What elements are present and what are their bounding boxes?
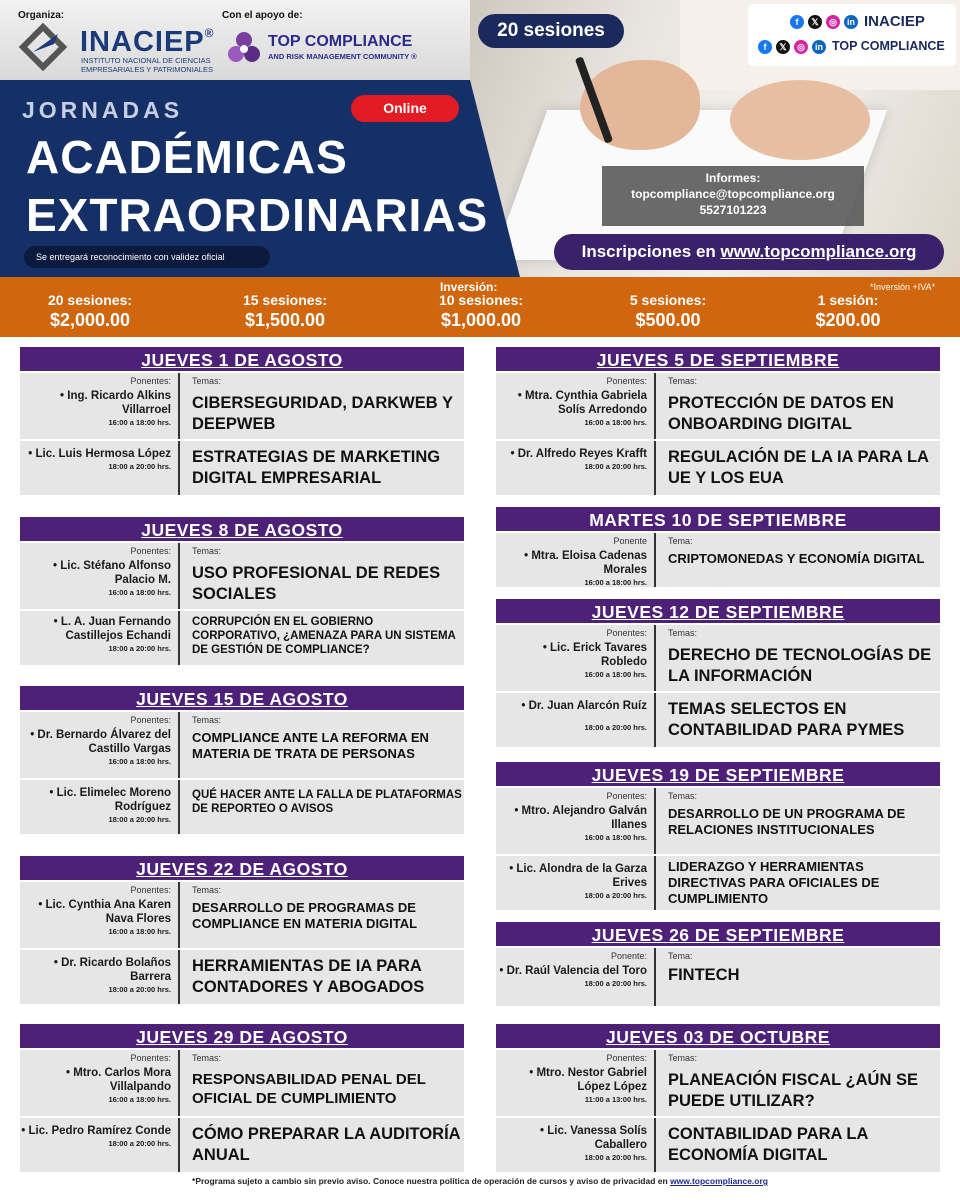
price-item: 15 sesiones: $1,500.00 [242,292,328,330]
speaker-name: • Lic. Elimelec Moreno Rodríguez [49,787,171,813]
footer-note: *Programa sujeto a cambio sin previo aviso. Conoce nuestra política de operación de cursos y aviso de privacidad en www.topcompliance.org [192,1176,768,1186]
price-item: 20 sesiones: $2,000.00 [47,292,133,330]
session-row: Ponentes: • Lic. Stéfano Alfonso Palacio M. 16:00 a 18:00 hrs. Temas: USO PROFESIONAL DE REDES SOCIALES [20,543,464,611]
session-time: 18:00 a 20:00 hrs. [108,462,171,471]
session-row [496,856,940,912]
session-topic: CRIPTOMONEDAS Y ECONOMÍA DIGITAL [668,551,925,566]
session-topic: CIBERSEGURIDAD, DARKWEB Y DEEPWEB [192,394,453,433]
session-date: JUEVES 19 DE SEPTIEMBRE [496,762,940,788]
inscripciones-banner: Inscripciones en www.topcompliance.org [554,234,944,270]
speaker-name: • Lic. Alondra de la Garza Erives [509,863,647,889]
speaker-name: • Mtro. Carlos Mora Villalpando [66,1067,171,1093]
session-topic: COMPLIANCE ANTE LA REFORMA EN MATERIA DE TRATA DE PERSONAS [192,730,429,761]
session-row: Ponentes: • Mtra. Cynthia Gabriela Solís Arredondo 16:00 a 18:00 hrs. Temas: PROTECCIÓN DE DATOS EN ONBOARDING DIGITAL [496,373,940,441]
session-row: Ponentes: • Mtro. Nestor Gabriel López López 11:00 a 13:00 hrs. Temas: PLANEACIÓN FISCAL ¿AÚN SE PUEDE UTILIZAR? [496,1050,940,1118]
session-time: 18:00 a 20:00 hrs. [584,1153,647,1162]
session-date: MARTES 10 DE SEPTIEMBRE [496,507,940,533]
session-row [20,441,464,497]
speaker-name: • Dr. Juan Alarcón Ruíz [521,700,647,712]
session-card-10-septiembre [496,507,940,589]
session-time: 18:00 a 20:00 hrs. [108,815,171,824]
social-box [748,4,956,66]
apoyo-label: Con el apoyo de: [222,10,303,21]
instagram-icon[interactable]: ◎ [794,40,808,54]
session-time: 18:00 a 20:00 hrs. [584,723,647,732]
facebook-icon[interactable]: f [790,15,804,29]
session-date: JUEVES 8 DE AGOSTO [20,517,464,543]
social-name-top-compliance: TOP COMPLIANCE [832,39,945,53]
jornadas-label: JORNADAS [22,97,184,123]
speaker-name: • Mtra. Eloisa Cadenas Morales [524,550,647,576]
speaker-name: • Lic. Pedro Ramírez Conde [21,1125,171,1137]
inaciep-name: INACIEP® [80,26,215,58]
session-time: 16:00 a 18:00 hrs. [584,670,647,679]
speaker-name: • Mtro. Alejandro Galván Illanes [514,805,647,831]
session-topic: RESPONSABILIDAD PENAL DEL OFICIAL DE CUMPLIMIENTO [192,1071,426,1107]
instagram-icon[interactable]: ◎ [826,15,840,29]
session-time: 16:00 a 18:00 hrs. [584,578,647,587]
session-row: Ponentes: • Lic. Erick Tavares Robledo 16:00 a 18:00 hrs. Temas: DERECHO DE TECNOLOGÍAS DE LA INFORMACIÓN [496,625,940,693]
session-date: JUEVES 26 DE SEPTIEMBRE [496,922,940,948]
header-banner [0,0,960,277]
inaciep-subtitle: INSTITUTO NACIONAL DE CIENCIAS EMPRESARIALES Y PATRIMONIALES [81,56,213,74]
session-date: JUEVES 5 DE SEPTIEMBRE [496,347,940,373]
session-date: JUEVES 22 DE AGOSTO [20,856,464,882]
session-time: 16:00 a 18:00 hrs. [108,588,171,597]
session-topic: DESARROLLO DE UN PROGRAMA DE RELACIONES INSTITUCIONALES [668,806,906,837]
price-item: 10 sesiones: $1,000.00 [438,292,524,330]
session-card-22-agosto [20,856,464,1006]
x-icon[interactable]: 𝕏 [776,40,790,54]
facebook-icon[interactable]: f [758,40,772,54]
session-row: Ponentes: • Ing. Ricardo Alkins Villarroel 16:00 a 18:00 hrs. Temas: CIBERSEGURIDAD, DARKWEB Y DEEPWEB [20,373,464,441]
session-card-15-agosto [20,686,464,836]
price-item: 5 sesiones: $500.00 [629,292,707,330]
informes-label: Informes: [705,171,761,185]
speaker-name: • Lic. Vanessa Solís Caballero [540,1125,647,1151]
session-date: JUEVES 1 DE AGOSTO [20,347,464,373]
top-compliance-subtitle: AND RISK MANAGEMENT COMMUNITY ® [268,52,417,61]
session-card-1-agosto [20,347,464,497]
speaker-name: • Dr. Alfredo Reyes Krafft [510,448,647,460]
speaker-name: • Lic. Luis Hermosa López [28,448,171,460]
session-topic: FINTECH [668,966,740,984]
session-time: 16:00 a 18:00 hrs. [108,757,171,766]
online-badge: Online [351,95,459,122]
social-name-inaciep: INACIEP [864,13,925,30]
organizers-box [0,0,470,80]
speaker-name: • Mtra. Cynthia Gabriela Solís Arredondo [517,390,647,416]
title-line-2: EXTRAORDINARIAS [26,189,489,241]
x-icon[interactable]: 𝕏 [808,15,822,29]
session-time: 18:00 a 20:00 hrs. [108,644,171,653]
session-row [20,611,464,667]
speaker-name: • Lic. Erick Tavares Robledo [542,642,647,668]
organiza-label: Organiza: [18,10,65,21]
session-card-26-septiembre [496,922,940,1008]
speaker-name: • L. A. Juan Fernando Castillejos Echandi [53,616,171,642]
session-row [496,693,940,749]
session-row: Ponentes: • Dr. Bernardo Álvarez del Castillo Vargas 16:00 a 18:00 hrs. Temas: COMPLIANCE ANTE LA REFORMA EN MATERIA DE TRATA DE PERSONAS [20,712,464,780]
informes-box [602,166,864,226]
session-topic: HERRAMIENTAS DE IA PARA CONTADORES Y ABOGADOS [192,957,425,996]
session-time: 18:00 a 20:00 hrs. [584,979,647,988]
session-topic: PROTECCIÓN DE DATOS EN ONBOARDING DIGITAL [668,394,894,433]
session-topic: PLANEACIÓN FISCAL ¿AÚN SE PUEDE UTILIZAR? [668,1071,918,1110]
session-card-03-octubre [496,1024,940,1174]
speaker-name: • Mtro. Nestor Gabriel López López [529,1067,647,1093]
session-time: 18:00 a 20:00 hrs. [584,891,647,900]
recognition-note: Se entregará reconocimiento con validez oficial [24,246,270,268]
session-row: Ponente: • Dr. Raúl Valencia del Toro 18:00 a 20:00 hrs. Tema: FINTECH [496,948,940,1008]
session-topic: CONTABILIDAD PARA LA ECONOMÍA DIGITAL [668,1125,868,1164]
session-topic: TEMAS SELECTOS EN CONTABILIDAD PARA PYMES [668,700,905,739]
informes-phone[interactable]: 5527101223 [699,203,767,217]
session-row [20,1118,464,1174]
session-date: JUEVES 15 DE AGOSTO [20,686,464,712]
session-time: 16:00 a 18:00 hrs. [108,927,171,936]
session-time: 16:00 a 18:00 hrs. [584,418,647,427]
session-card-29-agosto [20,1024,464,1174]
session-row [496,1118,940,1174]
session-date: JUEVES 29 DE AGOSTO [20,1024,464,1050]
session-card-5-septiembre [496,347,940,497]
speaker-name: • Dr. Ricardo Bolaños Barrera [53,957,171,983]
session-row [20,950,464,1006]
sessions-badge: 20 sesiones [478,14,624,48]
title-line-1: ACADÉMICAS [26,131,348,183]
session-row: Ponentes: • Mtro. Carlos Mora Villalpando 16:00 a 18:00 hrs. Temas: RESPONSABILIDAD PENAL DEL OFICIAL DE CUMPLIMIENTO [20,1050,464,1118]
speaker-name: • Lic. Stéfano Alfonso Palacio M. [53,560,171,586]
inscripciones-link[interactable]: www.topcompliance.org [720,242,917,261]
session-date: JUEVES 03 DE OCTUBRE [496,1024,940,1050]
top-compliance-name: TOP COMPLIANCE [268,33,413,50]
session-card-19-septiembre [496,762,940,912]
session-time: 16:00 a 18:00 hrs. [108,1095,171,1104]
pricing-note: *Inversión +IVA* [870,282,936,292]
speaker-name: • Dr. Bernardo Álvarez del Castillo Vargas [30,729,171,755]
informes-email[interactable]: topcompliance@topcompliance.org [631,187,835,201]
session-row [20,780,464,836]
footer-link[interactable]: www.topcompliance.org [670,1176,768,1186]
session-topic: CORRUPCIÓN EN EL GOBIERNO CORPORATIVO, ¿AMENAZA PARA UN SISTEMA DE GESTIÓN DE COMPLIANCE? [192,616,456,656]
session-topic: LIDERAZGO Y HERRAMIENTAS DIRECTIVAS PARA OFICIALES DE CUMPLIMIENTO [668,859,880,906]
session-topic: REGULACIÓN DE LA IA PARA LA UE Y LOS EUA [668,448,929,487]
speaker-name: • Ing. Ricardo Alkins Villarroel [60,390,171,416]
pricing-heading: Inversión: [440,280,498,294]
pricing-bar [0,277,960,337]
session-row: Ponentes: • Lic. Cynthia Ana Karen Nava Flores 16:00 a 18:00 hrs. Temas: DESARROLLO DE PROGRAMAS DE COMPLIANCE EN MATERIA DIGITAL [20,882,464,950]
session-topic: DESARROLLO DE PROGRAMAS DE COMPLIANCE EN MATERIA DIGITAL [192,900,418,931]
session-topic: QUÉ HACER ANTE LA FALLA DE PLATAFORMAS DE REPORTEO O AVISOS [192,789,462,815]
speaker-name: • Dr. Raúl Valencia del Toro [499,965,647,977]
session-time: 16:00 a 18:00 hrs. [108,418,171,427]
session-time: 18:00 a 20:00 hrs. [108,1139,171,1148]
top-compliance-logo-icon [224,28,264,68]
session-row [496,441,940,497]
session-topic: USO PROFESIONAL DE REDES SOCIALES [192,564,441,603]
session-topic: DERECHO DE TECNOLOGÍAS DE LA INFORMACIÓN [668,646,932,685]
session-time: 11:00 a 13:00 hrs. [584,1095,647,1104]
speaker-name: • Lic. Cynthia Ana Karen Nava Flores [38,899,171,925]
linkedin-icon[interactable]: in [844,15,858,29]
session-date: JUEVES 12 DE SEPTIEMBRE [496,599,940,625]
session-row: Ponentes: • Mtro. Alejandro Galván Illanes 16:00 a 18:00 hrs. Temas: DESARROLLO DE UN PROGRAMA DE RELACIONES INSTITUCIONALES [496,788,940,856]
session-card-8-agosto [20,517,464,667]
session-topic: CÓMO PREPARAR LA AUDITORÍA ANUAL [192,1125,460,1164]
session-row: Ponente • Mtra. Eloisa Cadenas Morales 16:00 a 18:00 hrs. Tema: CRIPTOMONEDAS Y ECONOMÍA DIGITAL [496,533,940,589]
inaciep-logo-icon [18,22,68,72]
session-time: 16:00 a 18:00 hrs. [584,833,647,842]
price-item: 1 sesión: $200.00 [815,292,881,330]
session-time: 18:00 a 20:00 hrs. [584,462,647,471]
session-topic: ESTRATEGIAS DE MARKETING DIGITAL EMPRESARIAL [192,448,441,487]
session-time: 18:00 a 20:00 hrs. [108,985,171,994]
linkedin-icon[interactable]: in [812,40,826,54]
session-card-12-septiembre [496,599,940,749]
